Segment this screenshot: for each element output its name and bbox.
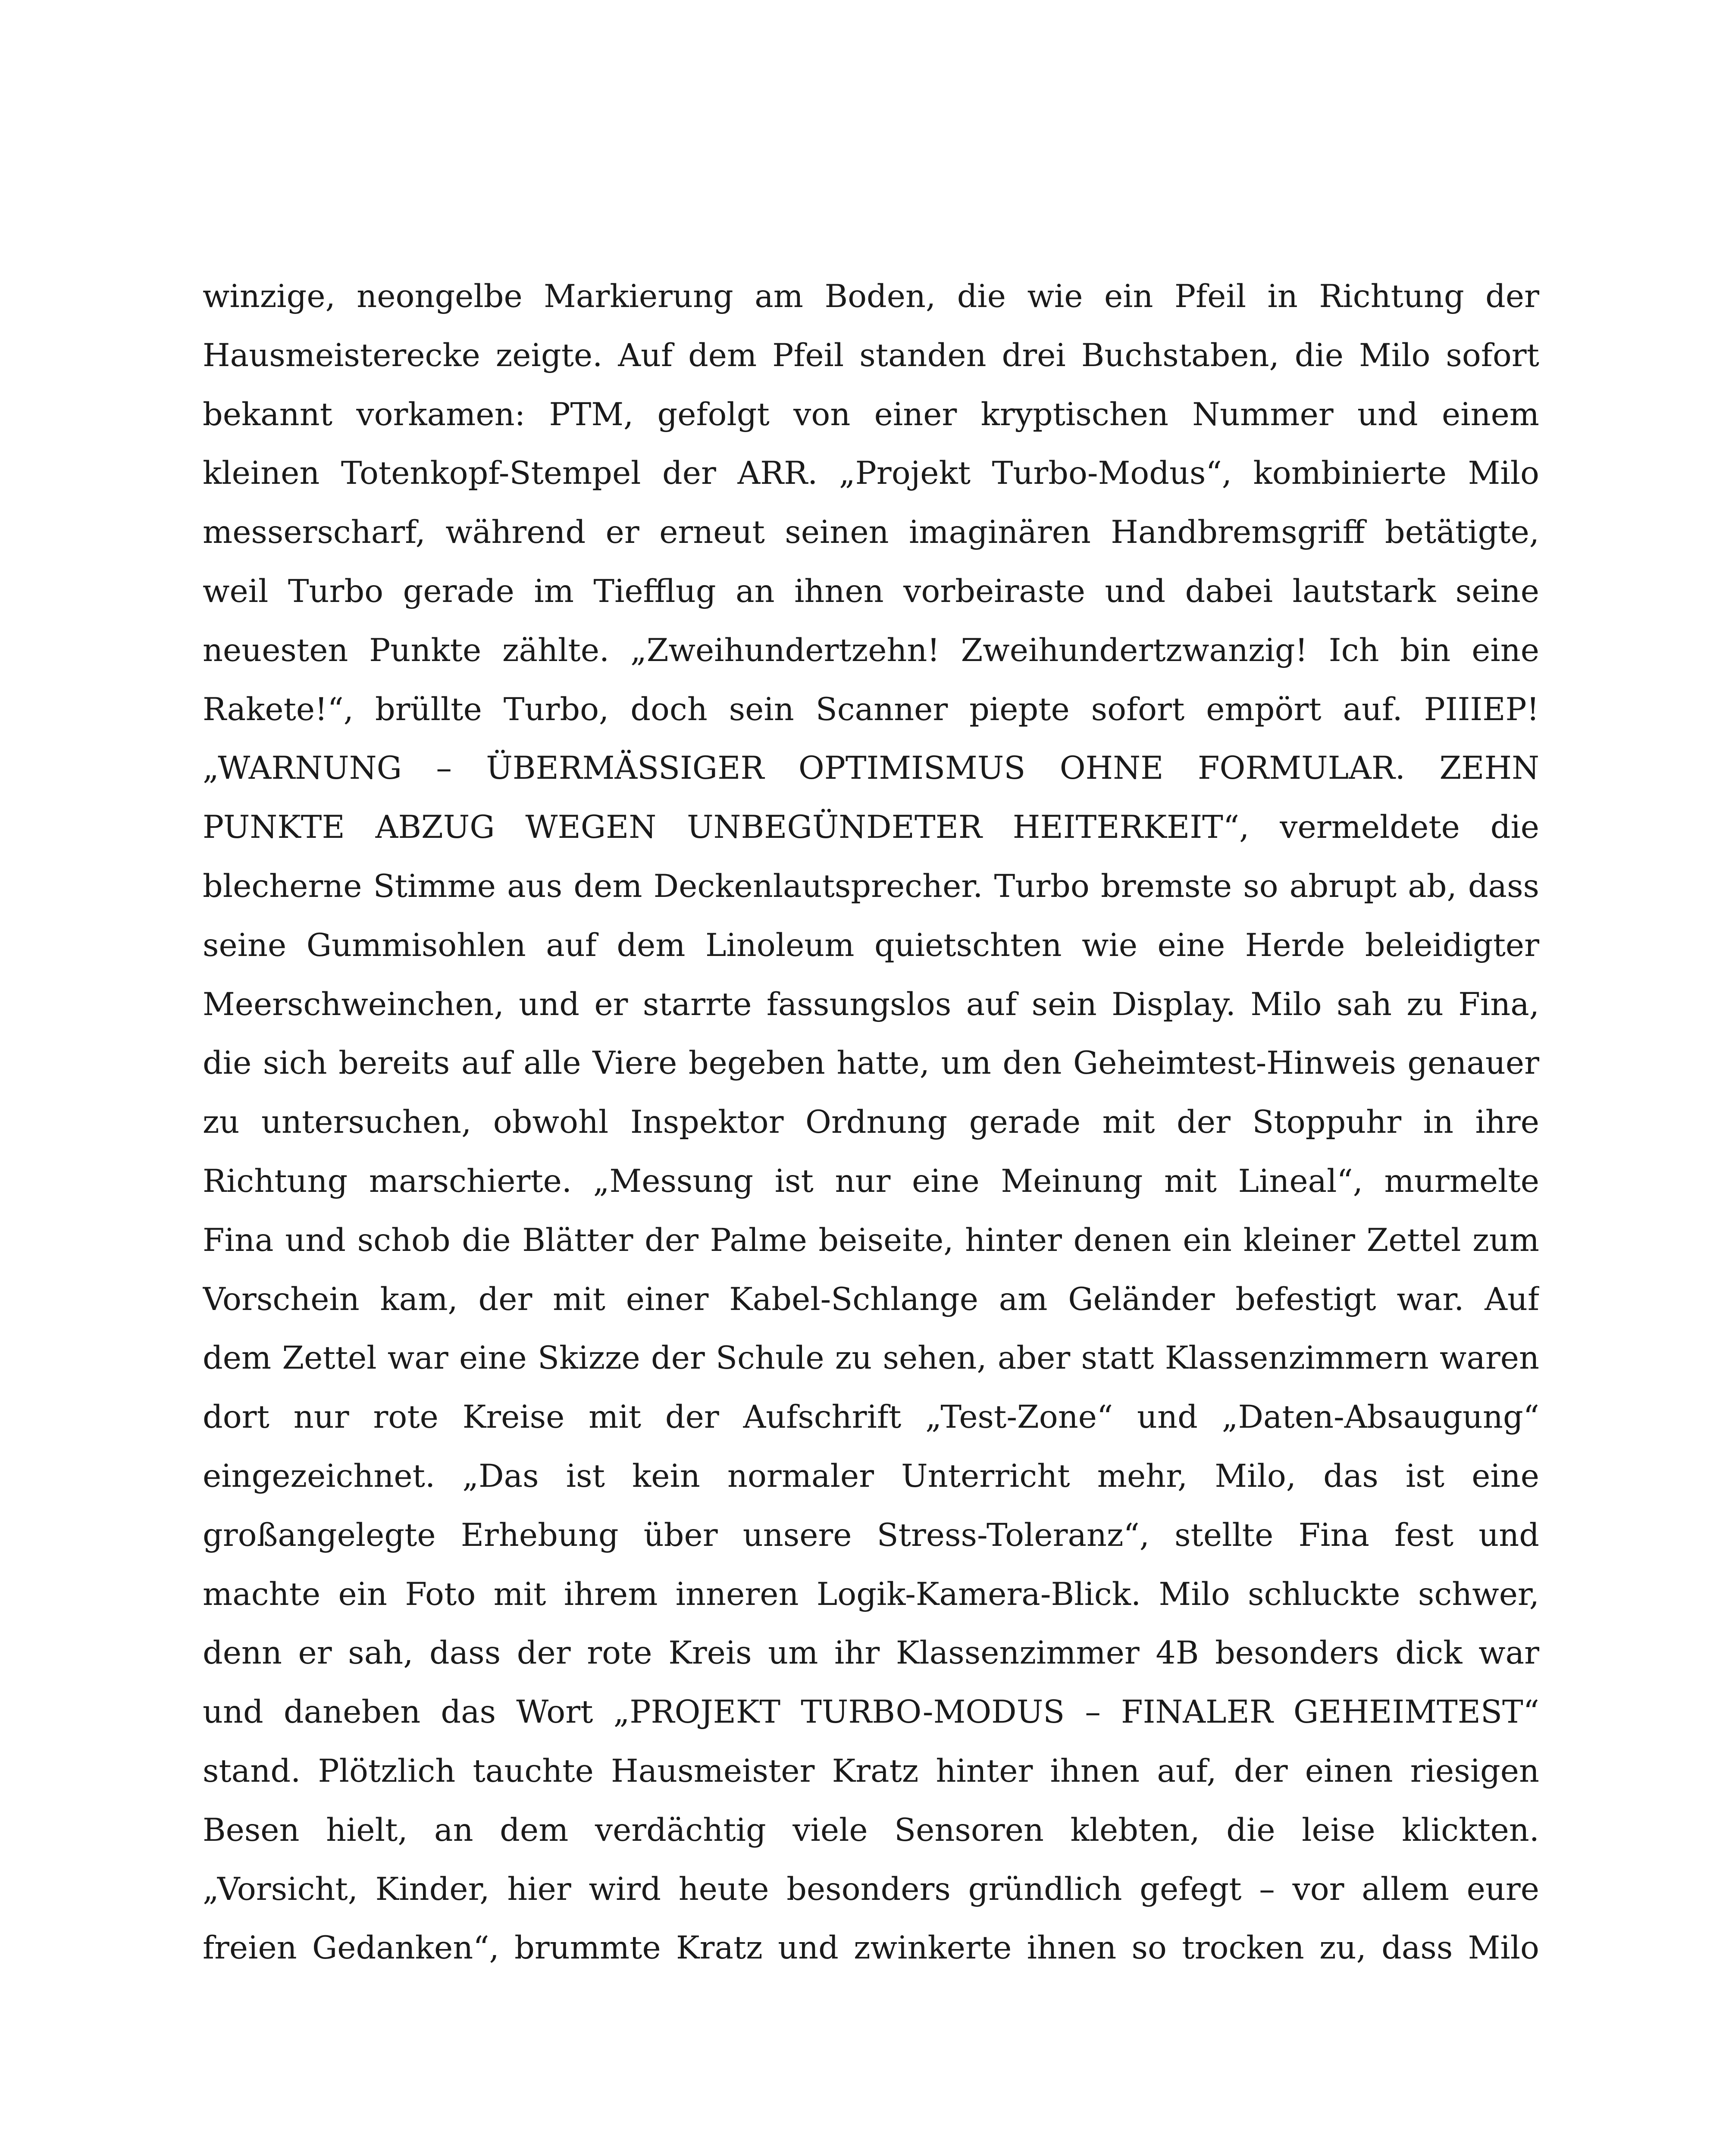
text-line: seine Gummisohlen auf dem Linoleum quietschten wie eine Herde beleidigter [203, 927, 1539, 964]
text-line: winzige, neongelbe Markierung am Boden, die wie ein Pfeil in Richtung der [203, 278, 1539, 315]
text-line: Besen hielt, an dem verdächtig viele Sensoren klebten, die leise klickten. [203, 1811, 1539, 1849]
text-line: bekannt vorkamen: PTM, gefolgt von einer kryptischen Nummer und einem [203, 396, 1539, 433]
text-line: kleinen Totenkopf-Stempel der ARR. „Projekt Turbo-Modus“, kombinierte Milo [203, 455, 1539, 492]
text-line: Meerschweinchen, und er starrte fassungslos auf sein Display. Milo sah zu Fina, [203, 986, 1539, 1023]
text-line: dem Zettel war eine Skizze der Schule zu sehen, aber statt Klassenzimmern waren [203, 1340, 1539, 1377]
text-line: machte ein Foto mit ihrem inneren Logik-Kamera-Blick. Milo schluckte schwer, [203, 1576, 1539, 1613]
text-line: Fina und schob die Blätter der Palme beiseite, hinter denen ein kleiner Zettel zum [203, 1222, 1539, 1259]
text-line: großangelegte Erhebung über unsere Stress-Toleranz“, stellte Fina fest und [203, 1517, 1539, 1554]
text-line: stand. Plötzlich tauchte Hausmeister Kratz hinter ihnen auf, der einen riesigen [203, 1752, 1539, 1789]
text-line: freien Gedanken“, brummte Kratz und zwinkerte ihnen so trocken zu, dass Milo [203, 1930, 1539, 1967]
text-line: „WARNUNG – ÜBERMÄSSIGER OPTIMISMUS OHNE FORMULAR. ZEHN [203, 750, 1539, 787]
text-line: Vorschein kam, der mit einer Kabel-Schlange am Geländer befestigt war. Auf [203, 1281, 1539, 1318]
text-line: denn er sah, dass der rote Kreis um ihr Klassenzimmer 4B besonders dick war [203, 1635, 1539, 1672]
text-line: dort nur rote Kreise mit der Aufschrift „Test-Zone“ und „Daten-Absaugung“ [203, 1399, 1539, 1436]
text-line: Richtung marschierte. „Messung ist nur eine Meinung mit Lineal“, murmelte [203, 1163, 1539, 1200]
text-line: PUNKTE ABZUG WEGEN UNBEGÜNDETER HEITERKEIT“, vermeldete die [203, 809, 1539, 846]
text-line: weil Turbo gerade im Tiefflug an ihnen vorbeiraste und dabei lautstark seine [203, 573, 1539, 610]
text-line: die sich bereits auf alle Viere begeben hatte, um den Geheimtest-Hinweis genauer [203, 1045, 1539, 1082]
text-line: Rakete!“, brüllte Turbo, doch sein Scanner piepte sofort empört auf. PIIIEP! [203, 691, 1539, 728]
text-line: und daneben das Wort „PROJEKT TURBO-MODUS – FINALER GEHEIMTEST“ [203, 1694, 1539, 1731]
text-line: zu untersuchen, obwohl Inspektor Ordnung gerade mit der Stoppuhr in ihre [203, 1104, 1539, 1141]
text-line: messerscharf, während er erneut seinen imaginären Handbremsgriff betätigte, [203, 514, 1539, 551]
body-text [203, 267, 1539, 1978]
text-line: neuesten Punkte zählte. „Zweihundertzehn! Zweihundertzwanzig! Ich bin eine [203, 632, 1539, 669]
text-line: „Vorsicht, Kinder, hier wird heute besonders gründlich gefegt – vor allem eure [203, 1871, 1539, 1908]
text-line: Hausmeisterecke zeigte. Auf dem Pfeil standen drei Buchstaben, die Milo sofort [203, 337, 1539, 374]
text-line: blecherne Stimme aus dem Deckenlautsprecher. Turbo bremste so abrupt ab, dass [203, 868, 1539, 905]
text-line: eingezeichnet. „Das ist kein normaler Unterricht mehr, Milo, das ist eine [203, 1457, 1539, 1495]
